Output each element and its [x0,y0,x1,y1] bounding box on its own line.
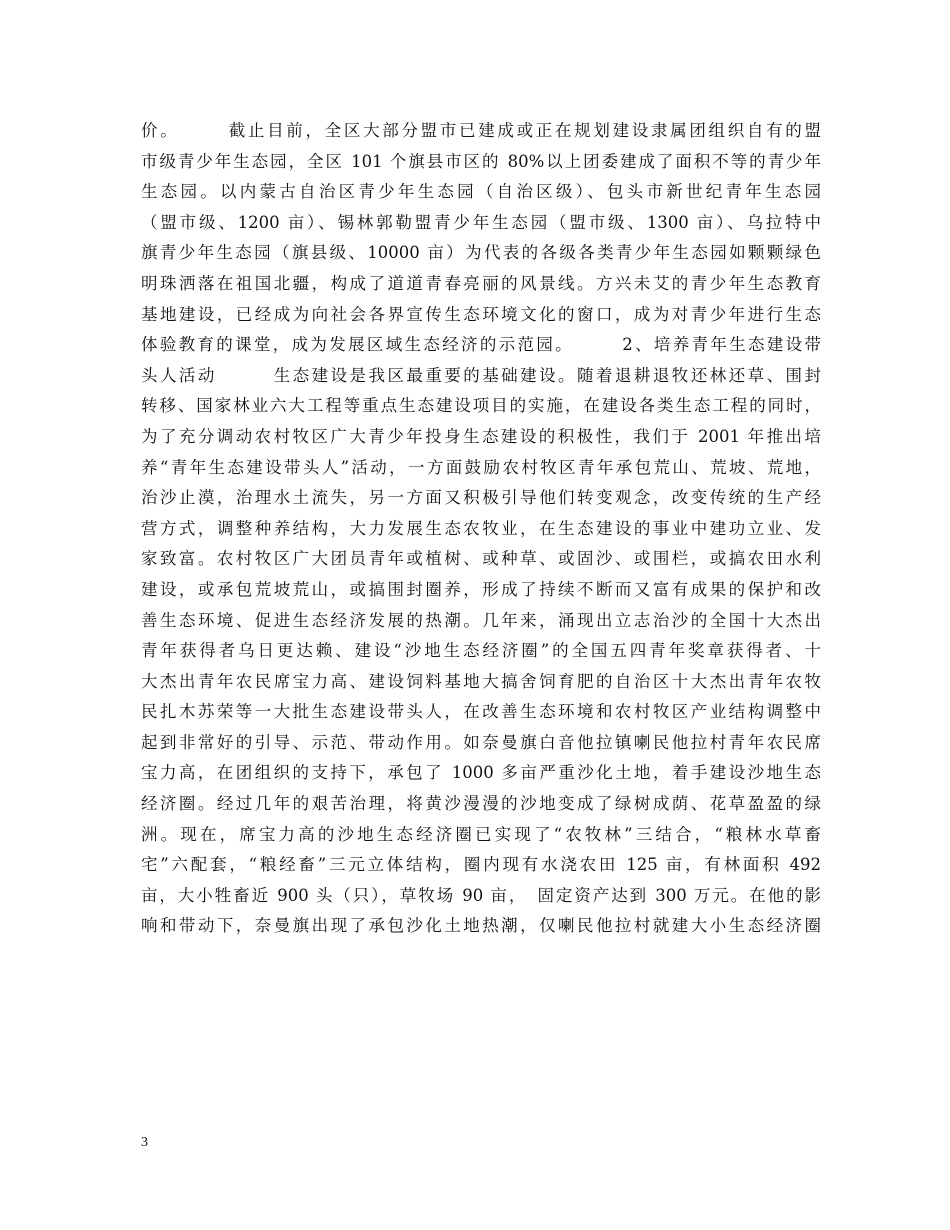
text-line: 市级青少年生态园，全区 101 个旗县市区的 80%以上团委建成了面积不等的青少年 [141,151,821,171]
text-line: 基地建设，已经成为向社会各界宣传生态环境文化的窗口，成为对青少年进行生态 [141,304,821,324]
text-line: （盟市级、1200 亩）、锡林郭勒盟青少年生态园（盟市级、1300 亩）、乌拉特中 [141,212,821,232]
text-line: 洲。现在，席宝力高的沙地生态经济圈已实现了“农牧林”三结合，“粮林水草畜 [141,824,821,844]
text-line: 治沙止漠，治理水土流失，另一方面又积极引导他们转变观念，改变传统的生产经 [141,488,821,508]
text-line: 转移、国家林业六大工程等重点生态建设项目的实施，在建设各类生态工程的同时， [141,396,821,416]
text-line: 经济圈。经过几年的艰苦治理，将黄沙漫漫的沙地变成了绿树成荫、花草盈盈的绿 [141,794,821,814]
text-line: 大杰出青年农民席宝力高、建设饲料基地大搞舍饲育肥的自治区十大杰出青年农牧 [141,671,821,691]
text-line: 体验教育的课堂，成为发展区域生态经济的示范园。 2、培养青年生态建设带 [141,335,821,355]
text-line: 明珠洒落在祖国北疆，构成了道道青春亮丽的风景线。方兴未艾的青少年生态教育 [141,273,821,293]
body-text [141,116,821,942]
text-line: 价。 截止目前，全区大部分盟市已建成或正在规划建设隶属团组织自有的盟 [141,121,821,140]
text-line: 善生态环境、促进生态经济发展的热潮。几年来，涌现出立志治沙的全国十大杰出 [141,610,821,630]
text-line: 亩，大小牲畜近 900 头（只），草牧场 90 亩， 固定资产达到 300 万元。在他的影 [141,885,821,905]
text-line: 生态园。以内蒙古自治区青少年生态园（自治区级）、包头市新世纪青年生态园 [141,182,821,202]
text-line: 起到非常好的引导、示范、带动作用。如奈曼旗白音他拉镇喇民他拉村青年农民席 [141,732,821,752]
page-number: 3 [141,1135,148,1150]
text-line: 为了充分调动农村牧区广大青少年投身生态建设的积极性，我们于 2001 年推出培 [141,426,821,446]
text-line: 家致富。农村牧区广大团员青年或植树、或种草、或固沙、或围栏，或搞农田水利 [141,549,821,569]
text-line: 宅”六配套，“粮经畜”三元立体结构，圈内现有水浇农田 125 亩，有林面积 492 [141,855,821,875]
text-line: 响和带动下，奈曼旗出现了承包沙化土地热潮，仅喇民他拉村就建大小生态经济圈 [141,916,821,936]
text-line: 建设，或承包荒坡荒山，或搞围封圈养，形成了持续不断而又富有成果的保护和改 [141,579,821,599]
text-line: 宝力高，在团组织的支持下，承包了 1000 多亩严重沙化土地，着手建设沙地生态 [141,763,821,783]
text-line: 民扎木苏荣等一大批生态建设带头人，在改善生态环境和农村牧区产业结构调整中 [141,702,821,722]
text-line: 营方式，调整种养结构，大力发展生态农牧业，在生态建设的事业中建功立业、发 [141,518,821,538]
text-line: 青年获得者乌日更达赖、建设“沙地生态经济圈”的全国五四青年奖章获得者、十 [141,641,821,661]
text-line: 旗青少年生态园（旗县级、10000 亩）为代表的各级各类青少年生态园如颗颗绿色 [141,243,821,263]
text-line: 头人活动 生态建设是我区最重要的基础建设。随着退耕退牧还林还草、围封 [141,365,821,385]
text-line: 养“青年生态建设带头人”活动，一方面鼓励农村牧区青年承包荒山、荒坡、荒地， [141,457,821,477]
